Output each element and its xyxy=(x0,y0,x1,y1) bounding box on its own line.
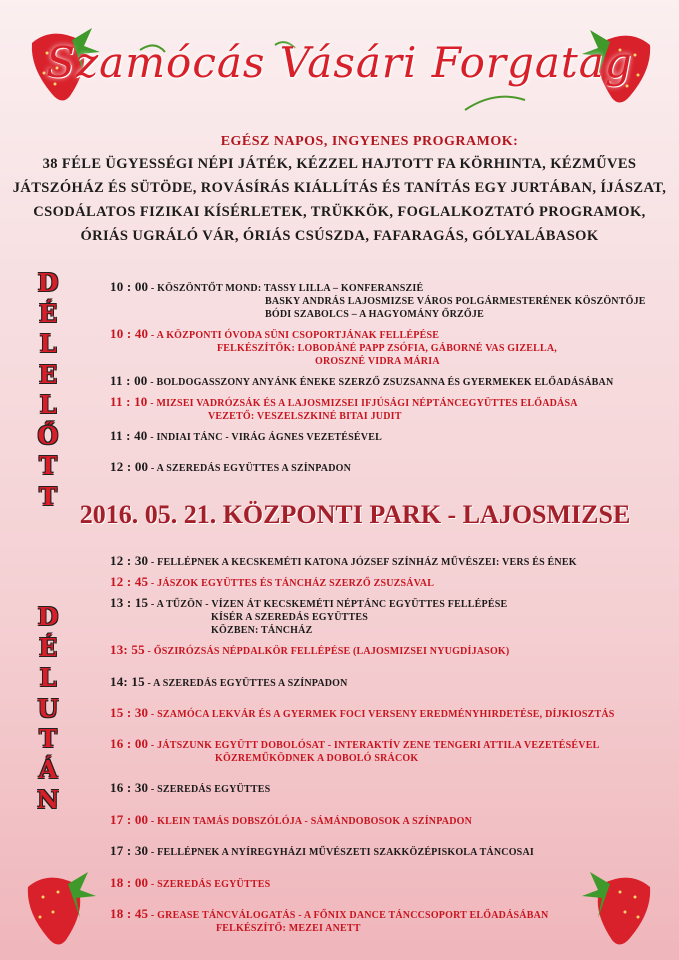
entry-subline: BÓDI SZABOLCS – A HAGYOMÁNY ŐRZŐJE xyxy=(265,308,484,320)
schedule-entry xyxy=(110,281,646,321)
schedule-entry xyxy=(110,908,548,936)
schedule-entry xyxy=(110,396,578,424)
entry-time: 10 : 00 xyxy=(110,279,149,294)
entry-text: SZAMÓCA LEKVÁR ÉS A GYERMEK FOCI VERSENY EREDMÉNYHIRDETÉSE, DÍJKIOSZTÁS xyxy=(157,709,615,720)
entry-text: FELLÉPNEK A KECSKEMÉTI KATONA JÓZSEF SZÍNHÁZ MŰVÉSZEI: VERS ÉS ÉNEK xyxy=(157,557,577,568)
morning-label: D É L E L Ő T T xyxy=(37,268,59,511)
separator: - xyxy=(148,784,158,795)
entry-text: BOLDOGASSZONY ANYÁNK ÉNEKE SZERZŐ ZSUZSANNA ÉS GYERMEKEK ELŐADÁSÁBAN xyxy=(156,377,614,388)
separator: - xyxy=(148,879,158,890)
entry-time: 11 : 40 xyxy=(110,428,148,443)
schedule-entry xyxy=(110,375,613,390)
schedule-entry xyxy=(110,461,351,476)
schedule-entry xyxy=(110,328,557,368)
schedule-entry xyxy=(110,676,348,691)
entry-time: 17 : 30 xyxy=(110,843,149,858)
intro-line: ÓRIÁS UGRÁLÓ VÁR, ÓRIÁS CSÚSZDA, FAFARAGÁS, GÓLYALÁBASOK xyxy=(80,228,599,244)
entry-subline: VEZETŐ: VESZELSZKINÉ BITAI JUDIT xyxy=(208,410,402,422)
schedule-entry xyxy=(110,782,270,797)
entry-subline: KÍSÉR A SZEREDÁS EGYÜTTES xyxy=(211,611,369,623)
separator: - xyxy=(148,463,157,474)
entry-text: KÖSZÖNTŐT MOND: TASSY LILLA – KONFERANSZIÉ xyxy=(157,283,424,294)
separator: - xyxy=(148,599,157,610)
entry-time: 18 : 00 xyxy=(110,875,149,890)
separator: - xyxy=(147,432,157,443)
entry-text: SZEREDÁS EGYÜTTES xyxy=(157,784,271,795)
separator: - xyxy=(147,377,157,388)
strawberry-illustration xyxy=(580,862,660,952)
separator: - xyxy=(148,910,158,921)
afternoon-label: D É L U T Á N xyxy=(37,602,59,814)
entry-time: 12 : 00 xyxy=(110,459,149,474)
entry-subline: FELKÉSZÍTŐ: MEZEI ANETT xyxy=(216,922,361,934)
entry-text: ŐSZIRÓZSÁS NÉPDALKÖR FELLÉPÉSE (LAJOSMIZSEI NYUGDÍJASOK) xyxy=(153,646,510,657)
entry-subline: KÖZBEN: TÁNCHÁZ xyxy=(211,624,313,636)
entry-time: 11 : 10 xyxy=(110,394,148,409)
schedule-entry xyxy=(110,738,599,766)
separator: - xyxy=(148,816,158,827)
schedule-entry xyxy=(110,430,382,445)
entry-time: 18 : 45 xyxy=(110,906,149,921)
entry-text: A SZEREDÁS EGYÜTTES A SZÍNPADON xyxy=(156,463,352,474)
intro-line: CSODÁLATOS FIZIKAI KÍSÉRLETEK, TRÜKKÖK, FOGLALKOZTATÓ PROGRAMOK, xyxy=(33,204,646,220)
event-title: Szamócás Vásári Forgatag xyxy=(46,38,633,87)
separator: - xyxy=(148,709,158,720)
entry-subline: OROSZNÉ VIDRA MÁRIA xyxy=(315,355,440,367)
entry-time: 13: 55 xyxy=(110,642,145,657)
entry-subline: FELKÉSZÍTŐK: LOBODÁNÉ PAPP ZSÓFIA, GÁBORNÉ VAS GIZELLA, xyxy=(217,342,557,354)
separator: - xyxy=(147,398,157,409)
entry-text: MIZSEI VADRÓZSÁK ÉS A LAJOSMIZSEI IFJÚSÁGI NÉPTÁNCEGYÜTTES ELŐADÁSA xyxy=(156,398,578,409)
entry-time: 16 : 30 xyxy=(110,780,149,795)
entry-text: A TŰZÖN - VÍZEN ÁT KECSKEMÉTI NÉPTÁNC EGYÜTTES FELLÉPÉSE xyxy=(156,599,508,610)
entry-subline: BASKY ANDRÁS LAJOSMIZSE VÁROS POLGÁRMESTERÉNEK KÖSZÖNTŐJE xyxy=(265,295,646,307)
entry-subline: KÖZREMŰKÖDNEK A DOBOLÓ SRÁCOK xyxy=(215,752,419,764)
schedule-entry xyxy=(110,814,472,829)
entry-time: 12 : 45 xyxy=(110,574,149,589)
schedule-entry xyxy=(110,597,507,637)
separator: - xyxy=(144,678,154,689)
separator: - xyxy=(148,330,157,341)
separator: - xyxy=(148,847,158,858)
separator: - xyxy=(144,646,154,657)
intro-line: 38 FÉLE ÜGYESSÉGI NÉPI JÁTÉK, KÉZZEL HAJTOTT FA KÖRHINTA, KÉZMŰVES xyxy=(42,156,637,172)
schedule-entry xyxy=(110,644,509,659)
entry-time: 15 : 30 xyxy=(110,705,149,720)
entry-time: 13 : 15 xyxy=(110,595,149,610)
entry-time: 11 : 00 xyxy=(110,373,148,388)
entry-text: A SZEREDÁS EGYÜTTES A SZÍNPADON xyxy=(153,678,348,689)
schedule-entry xyxy=(110,707,615,722)
entry-text: SZEREDÁS EGYÜTTES xyxy=(157,879,271,890)
separator: - xyxy=(148,283,158,294)
separator: - xyxy=(148,740,158,751)
separator: - xyxy=(148,578,158,589)
entry-time: 16 : 00 xyxy=(110,736,149,751)
schedule-entry xyxy=(110,555,577,570)
schedule-entry xyxy=(110,576,434,591)
entry-text: FELLÉPNEK A NYÍREGYHÁZI MŰVÉSZETI SZAKKÖZÉPISKOLA TÁNCOSAI xyxy=(157,847,534,858)
schedule-entry xyxy=(110,877,270,892)
entry-time: 14: 15 xyxy=(110,674,145,689)
intro-heading: EGÉSZ NAPOS, INGYENES PROGRAMOK: xyxy=(220,134,519,149)
entry-text: JÁSZOK EGYÜTTES ÉS TÁNCHÁZ SZERZŐ ZSUZSÁVAL xyxy=(157,578,435,589)
entry-time: 17 : 00 xyxy=(110,812,149,827)
entry-text: JÁTSZUNK EGYÜTT DOBOLÓSAT - INTERAKTÍV ZENE TENGERI ATTILA VEZETÉSÉVEL xyxy=(157,740,600,751)
schedule-entry xyxy=(110,845,534,860)
date-location: 2016. 05. 21. KÖZPONTI PARK - LAJOSMIZSE xyxy=(79,500,631,529)
strawberry-illustration xyxy=(18,862,98,952)
entry-time: 10 : 40 xyxy=(110,326,149,341)
entry-time: 12 : 30 xyxy=(110,553,149,568)
intro-block xyxy=(0,132,679,248)
entry-text: A KÖZPONTI ÓVODA SÜNI CSOPORTJÁNAK FELLÉPÉSE xyxy=(156,330,440,341)
entry-text: GREASE TÁNCVÁLOGATÁS - A FŐNIX DANCE TÁNCCSOPORT ELŐADÁSÁBAN xyxy=(157,910,549,921)
entry-text: INDIAI TÁNC - VIRÁG ÁGNES VEZETÉSÉVEL xyxy=(156,432,382,443)
separator: - xyxy=(148,557,158,568)
intro-line: JÁTSZÓHÁZ ÉS SÜTÖDE, ROVÁSÍRÁS KIÁLLÍTÁS ÉS TANÍTÁS EGY JURTÁBAN, ÍJÁSZAT, xyxy=(12,180,667,196)
entry-text: KLEIN TAMÁS DOBSZÓLÓJA - SÁMÁNDOBOSOK A SZÍNPADON xyxy=(157,816,473,827)
